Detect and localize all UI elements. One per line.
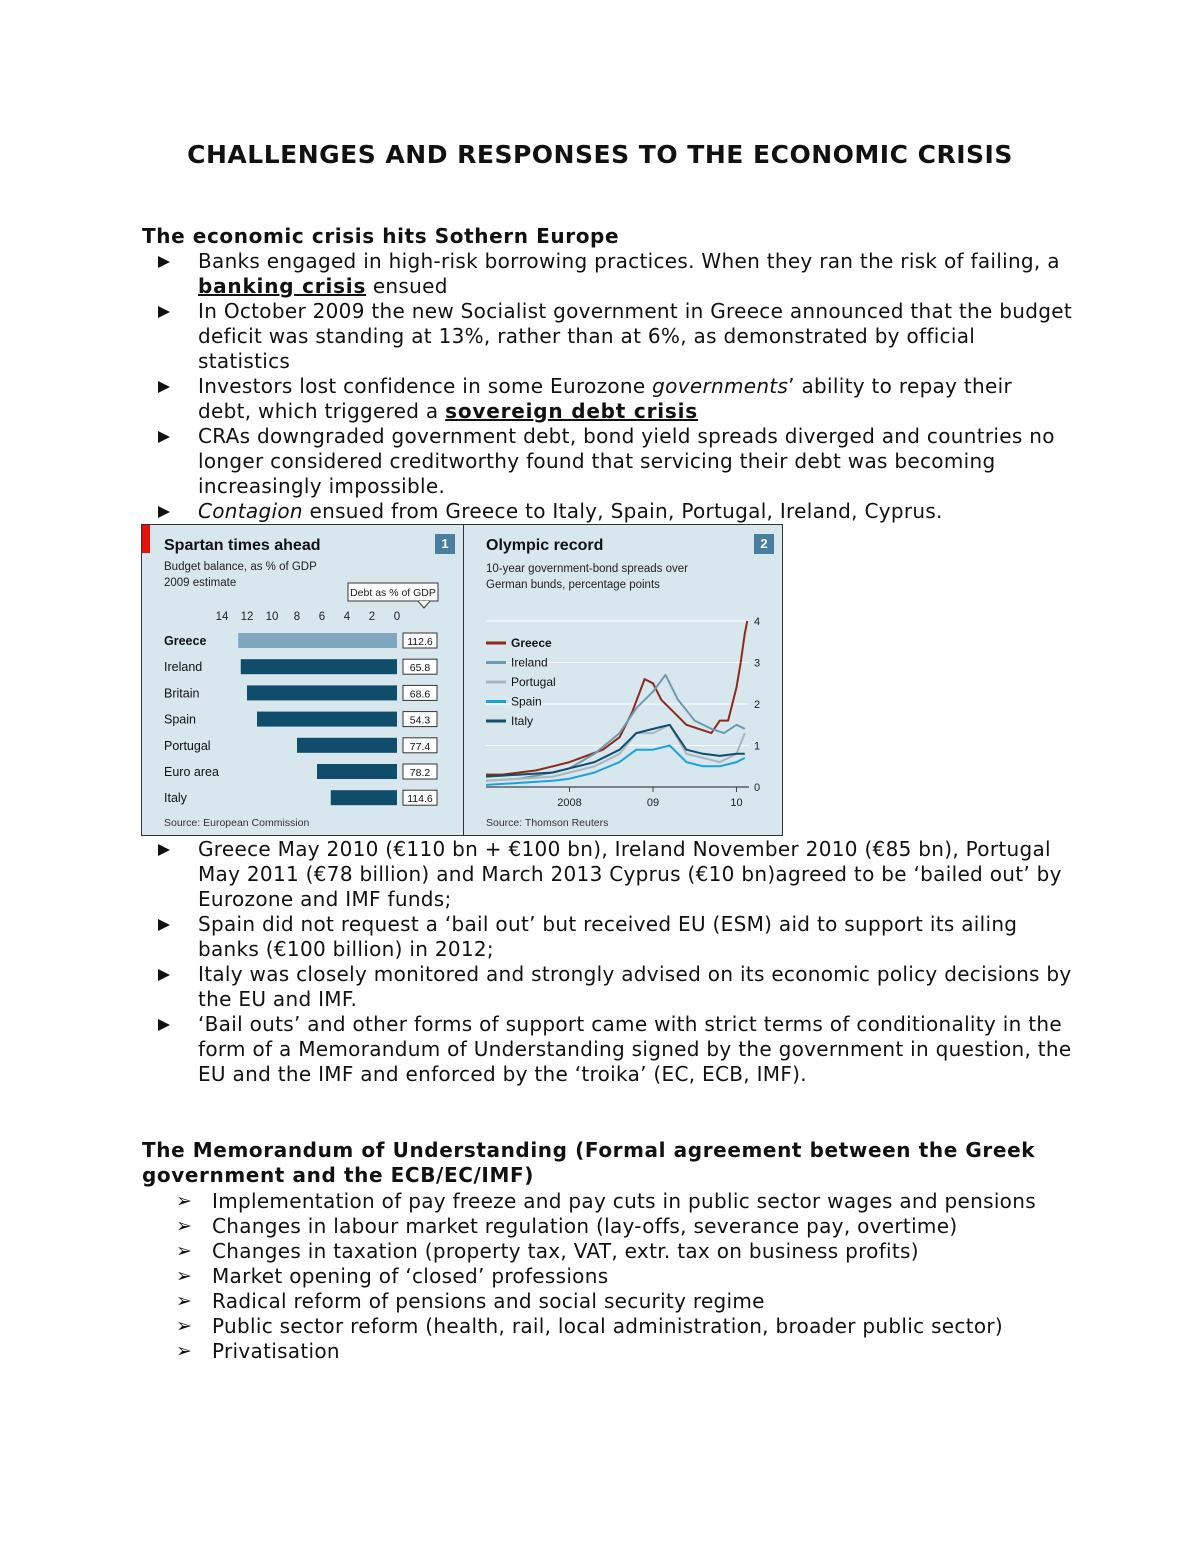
debt-label: 114.6 <box>407 793 433 806</box>
y-tick-label: 3 <box>754 657 761 670</box>
bar <box>247 685 397 700</box>
arrow-bullet-icon: ➢ <box>176 1315 193 1337</box>
chart-subtitle-2: German bunds, percentage points <box>486 579 660 591</box>
x-tick-label: 2 <box>368 611 376 623</box>
x-tick-label: 6 <box>318 611 326 623</box>
section-heading-memorandum: The Memorandum of Understanding (Formal agreement between the Greek government and the ECB/EC/IMF) <box>142 1138 1036 1187</box>
triangle-bullet-icon <box>158 844 170 856</box>
arrow-bullet-icon: ➢ <box>176 1215 193 1237</box>
list-item: ➢ Implementation of pay freeze and pay cuts in public sector wages and pensions <box>176 1189 1036 1213</box>
bar <box>331 790 397 805</box>
chart-title: Spartan times ahead <box>164 537 321 554</box>
x-tick-label: 8 <box>293 611 301 623</box>
chart-subtitle: Budget balance, as % of GDP <box>164 561 317 573</box>
legend-label: Ireland <box>511 655 548 670</box>
list-item: ➢ Radical reform of pensions and social security regime <box>176 1289 765 1313</box>
x-tick-label: 10 <box>730 797 743 809</box>
list-item: ➢ Market opening of ‘closed’ professions <box>176 1264 609 1288</box>
x-tick-label: 4 <box>343 611 351 623</box>
chart-number: 2 <box>754 534 774 554</box>
list-item: Contagion ensued from Greece to Italy, Spain, Portugal, Ireland, Cyprus. <box>142 499 1072 524</box>
debt-label: 68.6 <box>409 688 431 701</box>
sovereign-debt-crisis-term: sovereign debt crisis <box>445 399 698 423</box>
arrow-bullet-icon: ➢ <box>176 1265 193 1287</box>
legend-label: Italy <box>511 714 534 728</box>
list-item: Investors lost confidence in some Eurozone governments’ ability to repay their debt, which triggered a sovereign debt crisis <box>142 374 1072 424</box>
chart-subtitle: 10-year government-bond spreads over <box>486 563 689 575</box>
bar-category-label: Greece <box>164 634 207 648</box>
debt-label: 65.8 <box>409 662 431 675</box>
arrow-bullet-icon: ➢ <box>176 1290 193 1312</box>
x-tick-label: 10 <box>265 611 279 623</box>
crisis-bullet-list <box>142 249 1072 524</box>
arrow-bullet-icon: ➢ <box>176 1190 193 1212</box>
arrow-bullet-icon: ➢ <box>176 1240 193 1262</box>
list-item: ‘Bail outs’ and other forms of support came with strict terms of conditionality in the form of a Memorandum of Understanding signed by the government in question, the EU and the IMF and enforced by the ‘troika’ (EC, ECB, IMF). <box>142 1012 1072 1087</box>
debt-label: 112.6 <box>407 636 433 648</box>
list-item: ➢ Changes in labour market regulation (lay-offs, severance pay, overtime) <box>176 1214 958 1238</box>
y-tick-label: 1 <box>754 740 761 753</box>
x-tick-label: 09 <box>646 797 660 809</box>
list-item: Banks engaged in high-risk borrowing practices. When they ran the risk of failing, a banking crisis ensued <box>142 249 1072 299</box>
list-item: CRAs downgraded government debt, bond yield spreads diverged and countries no longer considered creditworthy found that servicing their debt was becoming increasingly impossible. <box>142 424 1072 499</box>
x-tick-label: 12 <box>240 611 254 623</box>
bar-category-label: Euro area <box>164 765 219 779</box>
y-tick-label: 0 <box>754 782 761 794</box>
x-tick-label: 14 <box>215 611 229 623</box>
bar-chart-svg <box>142 525 463 835</box>
triangle-bullet-icon <box>158 919 170 931</box>
triangle-bullet-icon <box>158 256 170 268</box>
debt-label: 77.4 <box>409 740 431 753</box>
banking-crisis-term: banking crisis <box>198 274 367 298</box>
list-item: ➢ Public sector reform (health, rail, local administration, broader public sector) <box>176 1314 1003 1338</box>
triangle-bullet-icon <box>158 1019 170 1031</box>
callout-pointer <box>418 601 430 608</box>
debt-label: 54.3 <box>409 714 431 727</box>
y-tick-label: 4 <box>754 616 761 628</box>
bar-category-label: Britain <box>164 686 200 701</box>
list-item: ➢ Privatisation <box>176 1339 340 1363</box>
triangle-bullet-icon <box>158 431 170 443</box>
chart-source: Source: European Commission <box>164 817 310 829</box>
bar-category-label: Portugal <box>164 738 211 753</box>
triangle-bullet-icon <box>158 506 170 518</box>
list-item: Spain did not request a ‘bail out’ but received EU (ESM) aid to support its ailing banks (€100 billion) in 2012; <box>142 912 1072 962</box>
list-item: ➢ Changes in taxation (property tax, VAT, extr. tax on business profits) <box>176 1239 919 1263</box>
page-title: CHALLENGES AND RESPONSES TO THE ECONOMIC CRISIS <box>187 140 1013 169</box>
list-item: In October 2009 the new Socialist government in Greece announced that the budget deficit was standing at 13%, rather than at 6%, as demonstrated by official statistics <box>142 299 1072 374</box>
chart-source: Source: Thomson Reuters <box>486 817 609 829</box>
triangle-bullet-icon <box>158 969 170 981</box>
triangle-bullet-icon <box>158 381 170 393</box>
x-tick-label: 0 <box>393 611 401 623</box>
bar <box>317 764 397 779</box>
bar <box>238 633 397 648</box>
series-line <box>486 725 745 777</box>
bailout-bullet-list <box>142 837 1072 1087</box>
legend-label: Spain <box>511 694 542 709</box>
triangle-bullet-icon <box>158 306 170 318</box>
section-heading-crisis: The economic crisis hits Sothern Europe <box>142 224 620 248</box>
bar <box>241 659 397 674</box>
arrow-bullet-icon: ➢ <box>176 1340 193 1362</box>
bar-category-label: Spain <box>164 712 196 727</box>
debt-label: 78.2 <box>409 767 431 779</box>
legend-label: Portugal <box>511 675 556 689</box>
bar-category-label: Italy <box>164 791 187 806</box>
list-item: Greece May 2010 (€110 bn + €100 bn), Ireland November 2010 (€85 bn), Portugal May 2011 (€78 billion) and March 2013 Cyprus (€10 bn)agreed to be ‘bailed out’ by Eurozone and IMF funds; <box>142 837 1072 912</box>
chart-title: Olympic record <box>486 537 604 554</box>
chart-subtitle-2: 2009 estimate <box>164 577 237 589</box>
x-tick-label: 2008 <box>557 797 582 809</box>
list-item: Italy was closely monitored and strongly advised on its economic policy decisions by the EU and IMF. <box>142 962 1072 1012</box>
chart-number: 1 <box>435 534 455 554</box>
line-chart-svg <box>464 525 782 835</box>
bar <box>257 712 397 727</box>
legend-label: Greece <box>511 636 552 650</box>
bar <box>297 738 397 753</box>
debt-callout-label: Debt as % of GDP <box>350 587 436 599</box>
y-tick-label: 2 <box>754 699 761 711</box>
budget-balance-chart <box>141 524 464 836</box>
bar-category-label: Ireland <box>164 660 203 675</box>
bond-spreads-chart <box>463 524 783 836</box>
memorandum-list <box>142 1189 1072 1364</box>
